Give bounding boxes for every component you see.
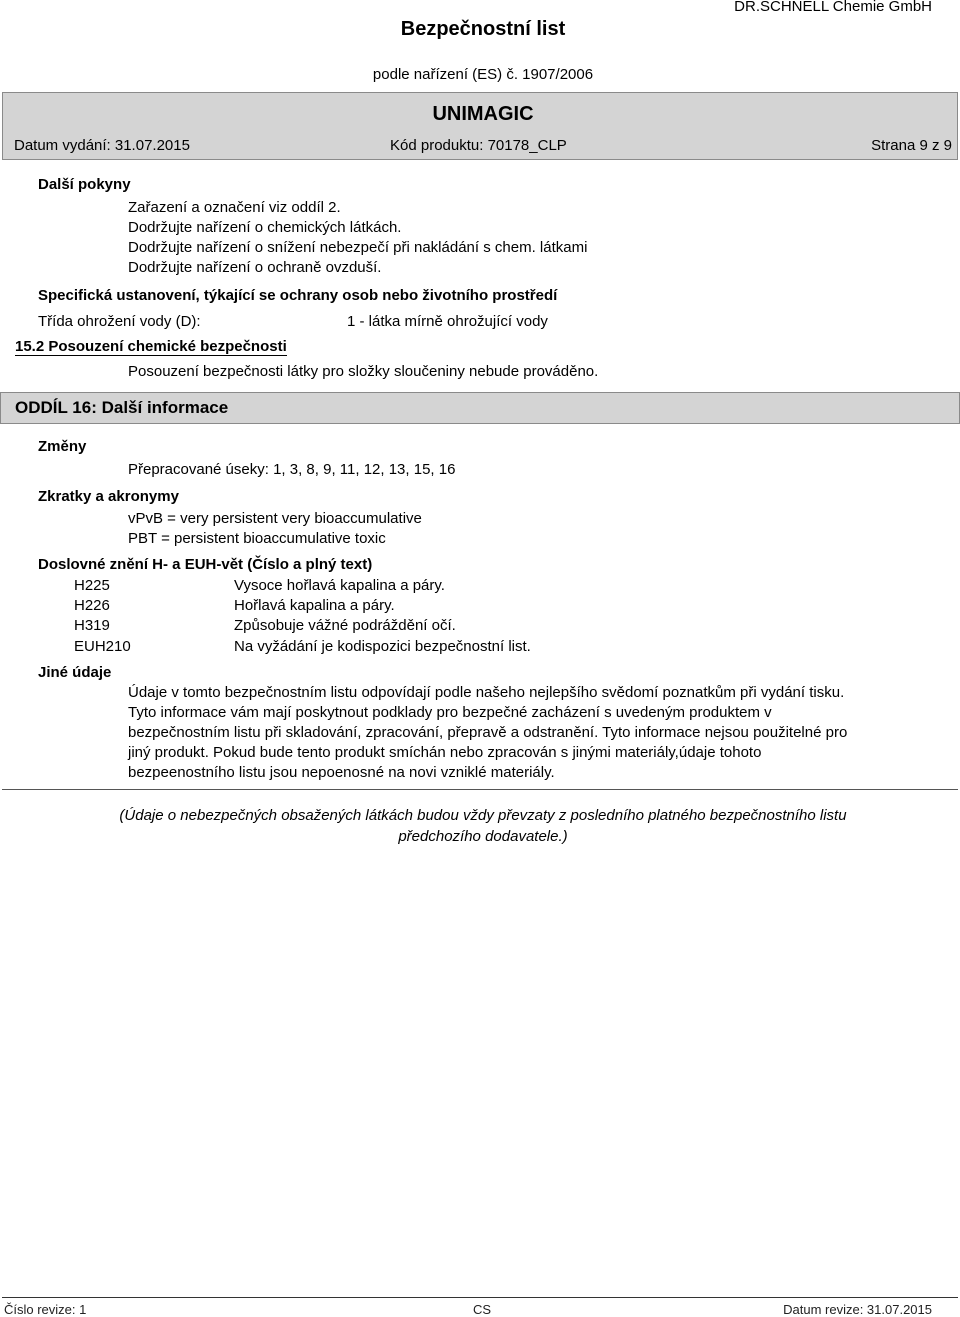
product-code: Kód produktu: 70178_CLP <box>390 137 567 154</box>
h-phrase-code: H319 <box>74 617 110 634</box>
other-instructions-heading: Další pokyny <box>38 176 131 193</box>
page-number: Strana 9 z 9 <box>871 137 952 154</box>
changes-text: Přepracované úseky: 1, 3, 8, 9, 11, 12, 13, 15, 16 <box>128 461 456 478</box>
specific-provisions-heading: Specifická ustanovení, týkající se ochrany osob nebo životního prostředí <box>38 287 558 304</box>
instruction-line: Dodržujte nařízení o ochraně ovzduší. <box>128 259 382 276</box>
instruction-line: Zařazení a označení viz oddíl 2. <box>128 199 341 216</box>
revision-number: Číslo revize: 1 <box>4 1302 87 1317</box>
abbreviations-heading: Zkratky a akronymy <box>38 488 179 505</box>
other-data-text: Údaje v tomto bezpečnostním listu odpovídají podle našeho nejlepšího svědomí poznatkům při vydání tisku. Tyto informace vám mají poskytnout podklady pro bezpečné zacházení s uvedeným produktem v bezpečnostním listu při skladování, zpracování, přepravě a odstranění. Tyto informace nejsou použitelné pro jiný produkt. Pokud bude tento produkt smíchán nebo zpracován s jinými materiály,údaje tohoto bezpeenostního listu jsou nepoenosné na novi vzniklé materiály. <box>128 684 848 781</box>
section-16-title: ODDÍL 16: Další informace <box>15 398 229 417</box>
water-hazard-value: 1 - látka mírně ohrožující vody <box>347 313 548 330</box>
h-phrase-text: Způsobuje vážné podráždění očí. <box>234 617 456 634</box>
issue-date: Datum vydání: 31.07.2015 <box>14 137 190 154</box>
product-name: UNIMAGIC <box>432 103 534 125</box>
h-phrases-heading: Doslovné znění H- a EUH-vět (Číslo a plný text) <box>38 556 373 573</box>
language-code: CS <box>473 1302 492 1317</box>
section-15-2-heading: 15.2 Posouzení chemické bezpečnosti <box>15 338 287 355</box>
h-phrase-code: H226 <box>74 597 110 614</box>
abbreviation-line: vPvB = very persistent very bioaccumulative <box>128 510 422 527</box>
h-phrase-code: EUH210 <box>74 638 131 655</box>
supplier-note: (Údaje o nebezpečných obsažených látkách budou vždy převzaty z posledního platného bezpečnostního listu předchozího dodavatele.) <box>119 807 847 845</box>
footer-divider <box>2 1297 958 1298</box>
other-data-heading: Jiné údaje <box>38 664 112 681</box>
company-name: DR.SCHNELL Chemie GmbH <box>734 0 932 15</box>
instruction-line: Dodržujte nařízení o snížení nebezpečí při nakládání s chem. látkami <box>128 239 588 256</box>
regulation-reference: podle nařízení (ES) č. 1907/2006 <box>372 66 594 83</box>
h-phrase-code: H225 <box>74 577 110 594</box>
revision-date: Datum revize: 31.07.2015 <box>783 1302 932 1317</box>
instruction-line: Dodržujte nařízení o chemických látkách. <box>128 219 402 236</box>
abbreviation-line: PBT = persistent bioaccumulative toxic <box>128 530 386 547</box>
h-phrase-text: Vysoce hořlavá kapalina a páry. <box>234 577 445 594</box>
divider <box>2 789 958 790</box>
safety-assessment-text: Posouzení bezpečnosti látky pro složky sloučeniny nebude prováděno. <box>128 363 599 380</box>
h-phrase-text: Na vyžádání je kodispozici bezpečnostní list. <box>234 638 531 655</box>
changes-heading: Změny <box>38 438 87 455</box>
h-phrase-text: Hořlavá kapalina a páry. <box>234 597 395 614</box>
document-title: Bezpečnostní list <box>400 18 566 40</box>
water-hazard-label: Třída ohrožení vody (D): <box>38 313 201 330</box>
